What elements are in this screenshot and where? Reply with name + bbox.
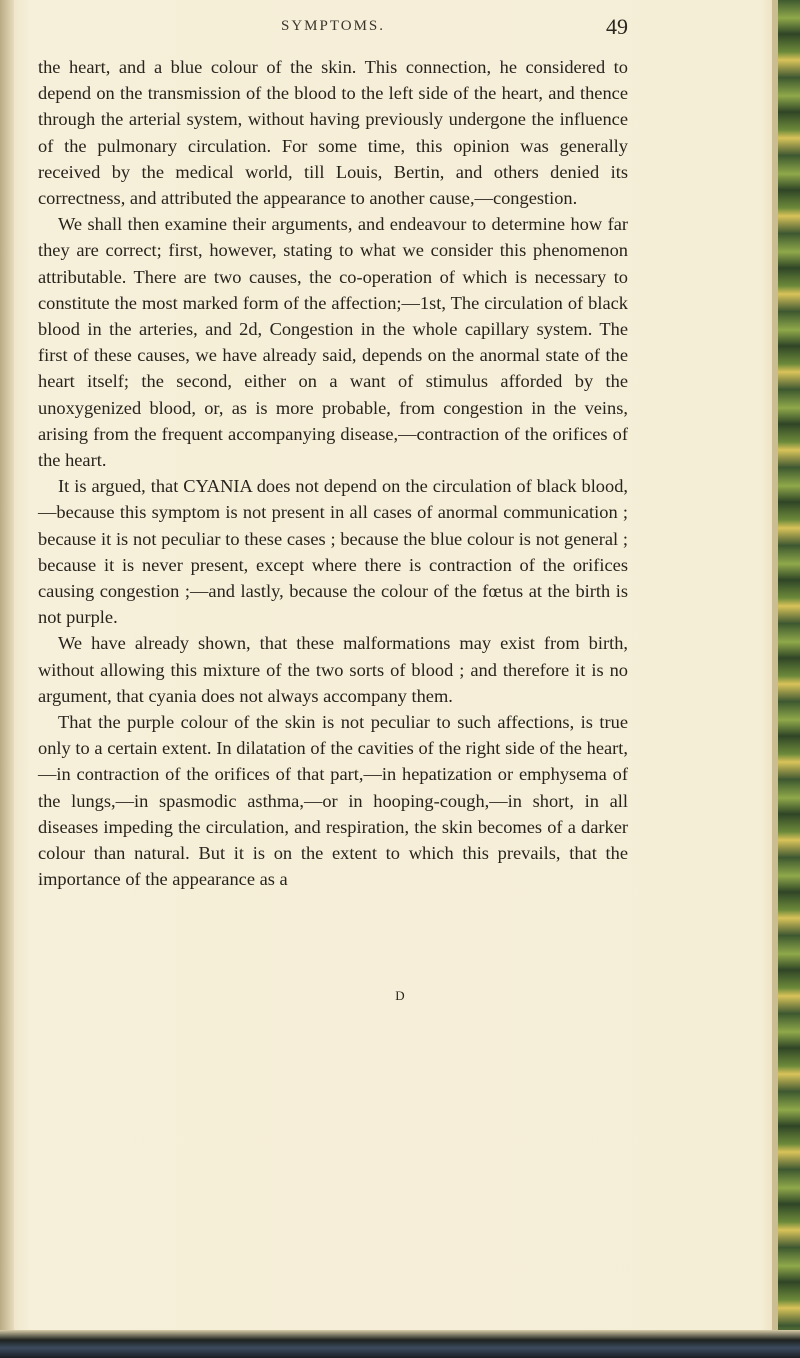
body-text	[38, 54, 628, 893]
running-head: SYMPTOMS.	[280, 18, 385, 34]
paragraph-continued: the heart, and a blue colour of the skin. This connection, he considered to depend on the transmission of the blood to the left side of the heart, and thence through the arterial system, without having previously undergone the influence of the pulmonary circulation. For some time, this opinion was generally received by the medical world, till Louis, Bertin, and others denied its correctness, and attributed the appearance to another cause,—congestion.	[38, 57, 628, 209]
paragraph: It is argued, that CYANIA does not depend on the circulation of black blood,—because this symptom is not present in all cases of anormal communication ; because it is not peculiar to these cases ; because the blue colour is not general ; because it is never present, except where there is contraction of the orifices causing congestion ;—and lastly, because the colour of the fœtus at the birth is not purple.	[38, 476, 628, 628]
adjacent-book-cover	[778, 0, 800, 1358]
page-left-edge	[0, 0, 14, 1358]
signature-mark: D	[395, 988, 405, 1003]
paragraph: We shall then examine their arguments, and endeavour to determine how far they are correct; first, however, stating to what we consider this phenomenon attributable. There are two causes, the co-operation of which is necessary to constitute the most marked form of the affection;—1st, The circulation of black blood in the arteries, and 2d, Congestion in the whole capillary system. The first of these causes, we have already said, depends on the anormal state of the heart itself; the second, either on a want of stimulus afforded by the unoxygenized blood, or, as is more probable, from congestion in the veins, arising from the frequent accompanying disease,—contraction of the orifices of the heart.	[38, 214, 628, 471]
paragraph: We have already shown, that these malformations may exist from birth, without allowing this mixture of the two sorts of blood ; and therefore it is no argument, that cyania does not always accompany them.	[38, 633, 628, 706]
paragraph: That the purple colour of the skin is not peculiar to such affections, is true only to a certain extent. In dilatation of the cavities of the right side of the heart,—in contraction of the orifices of that part,—in hepatization or emphysema of the lungs,—in spasmodic asthma,—or in hooping-cough,—in short, in all diseases impeding the circulation, and respiration, the skin becomes of a darker colour than natural. But it is on the extent to which this prevails, that the importance of the appearance as a	[38, 712, 628, 890]
page-header	[38, 14, 628, 48]
page-number: 49	[606, 14, 628, 39]
page-bottom-edge	[0, 1330, 800, 1358]
